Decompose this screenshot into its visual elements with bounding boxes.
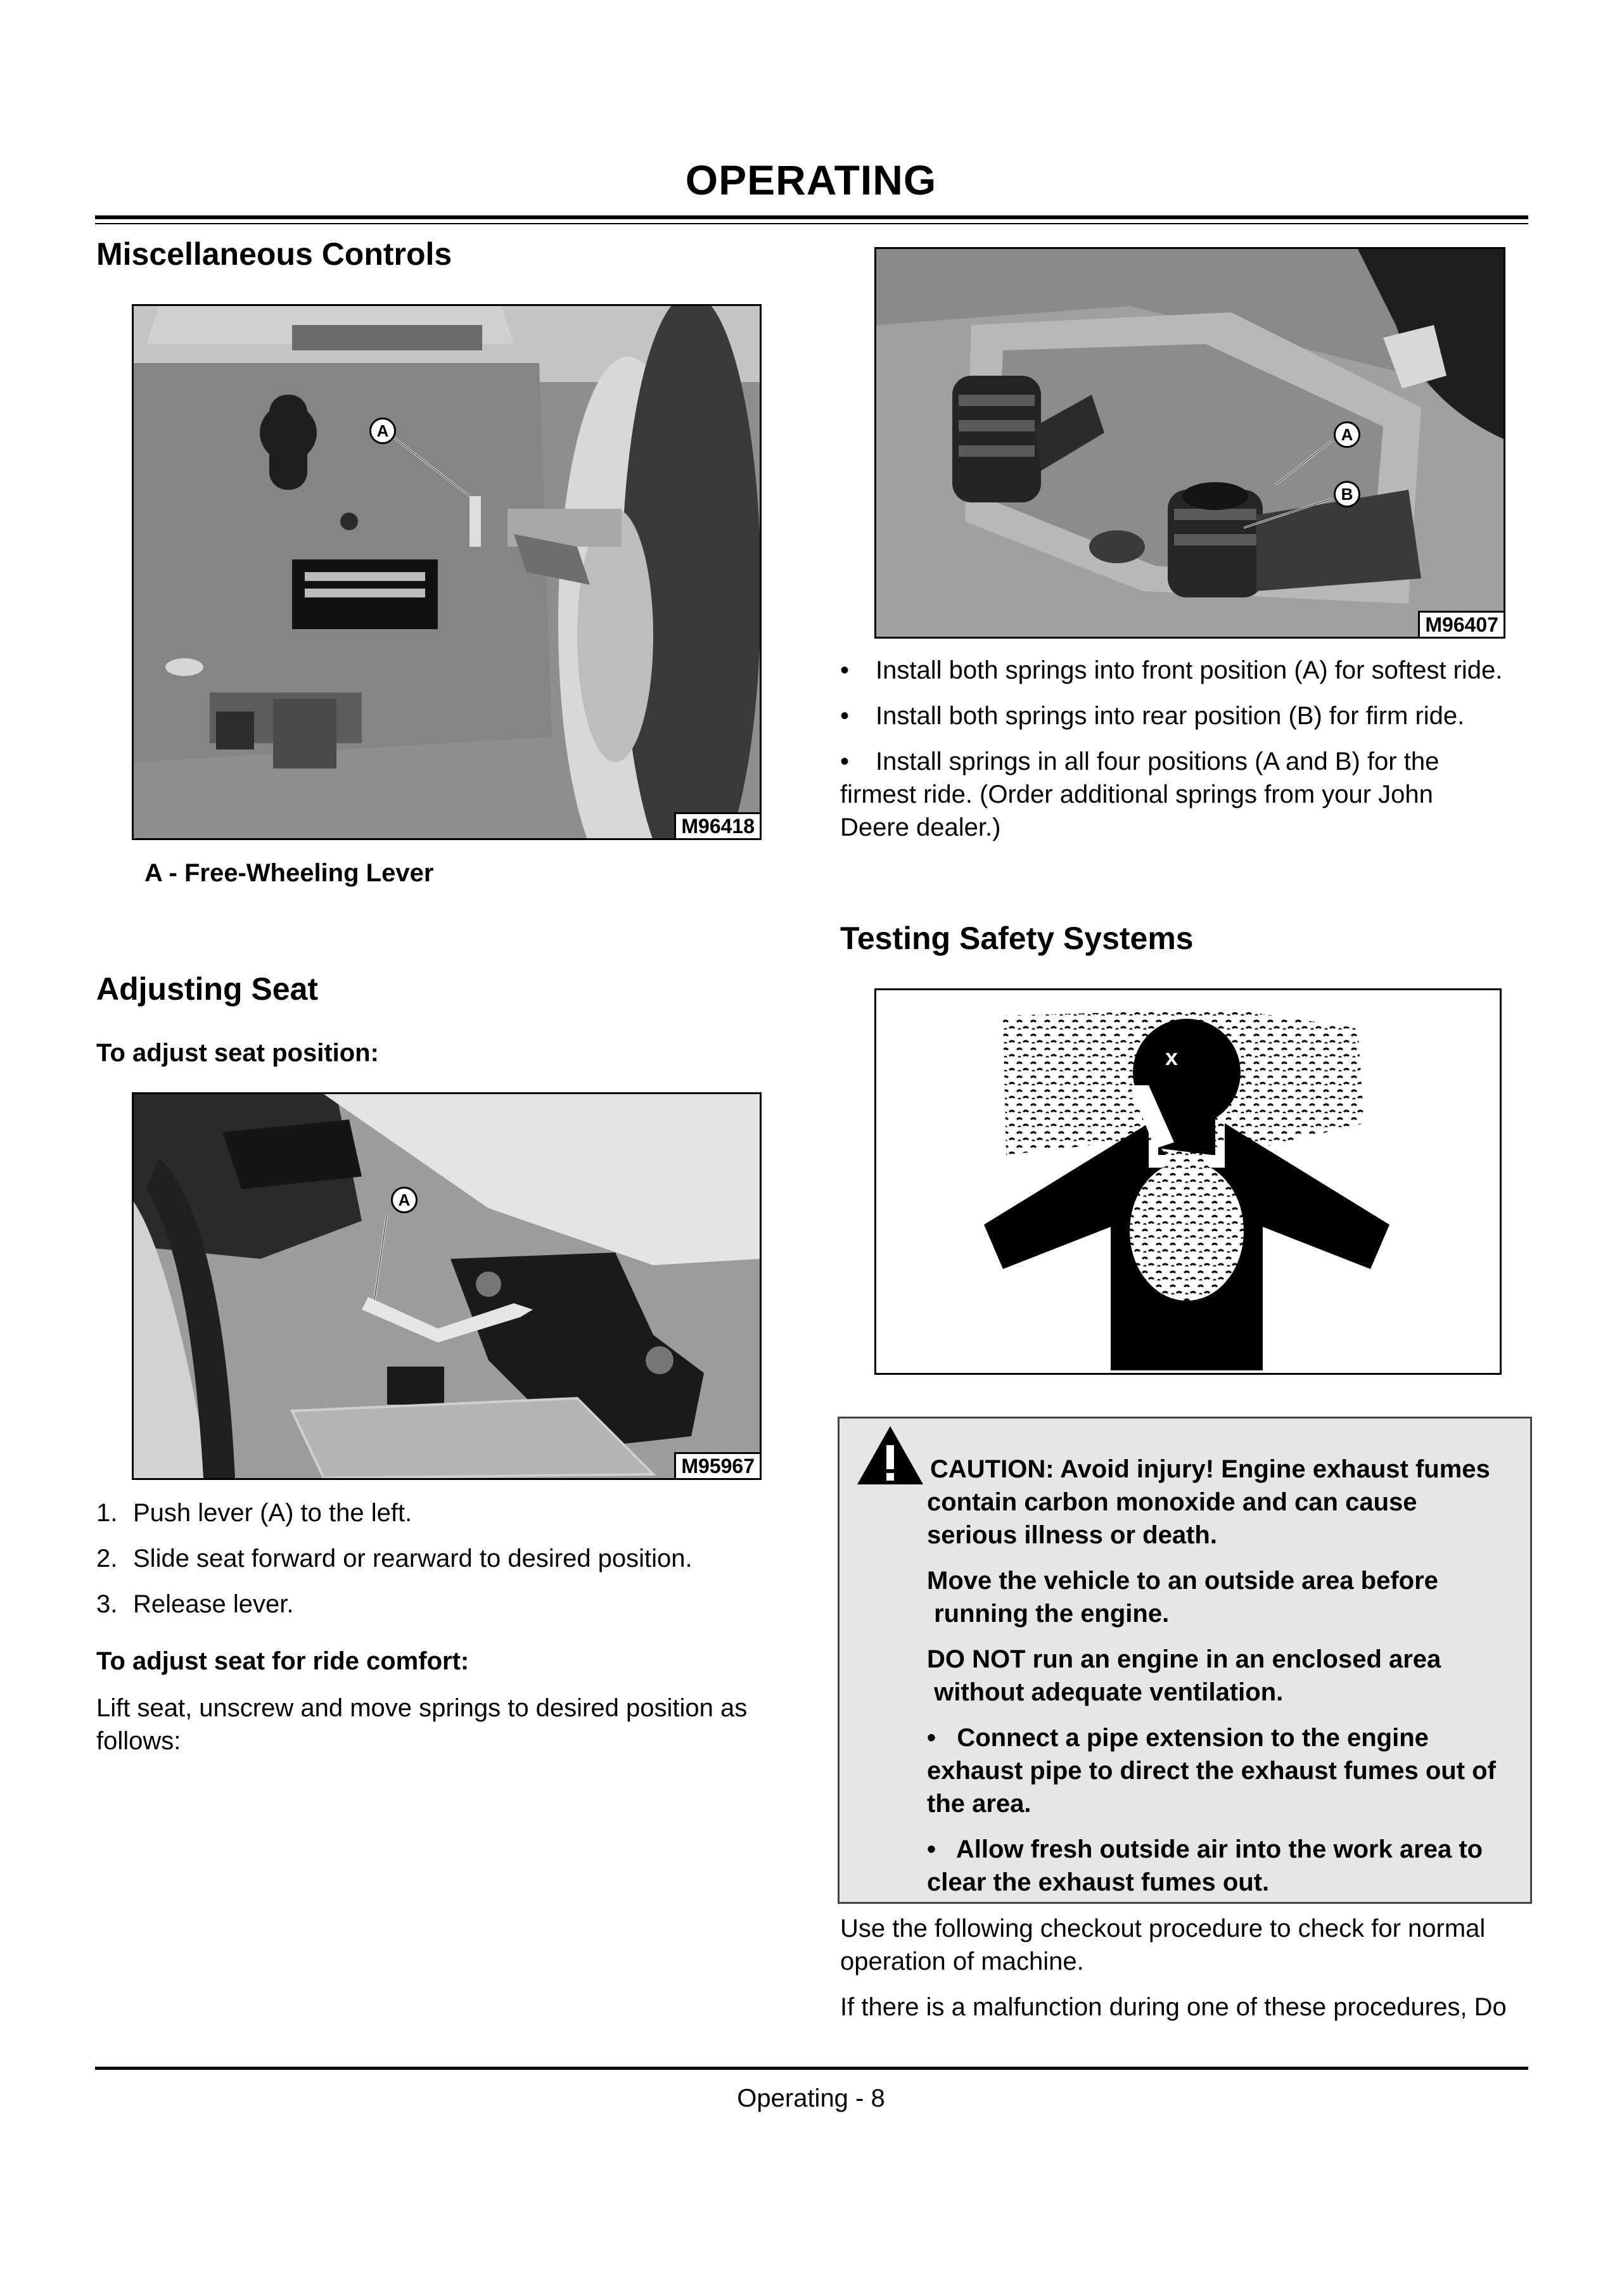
step-text: Release lever. [133,1590,294,1618]
figure-label: M96418 [674,812,760,838]
bullet-text: Install both springs into rear position (B) for firm ride. [876,702,1465,730]
section-heading-misc-controls: Miscellaneous Controls [96,236,452,272]
warning-triangle-icon [855,1424,926,1487]
caution-line: serious illness or death. [927,1521,1217,1549]
bullet-item-firmest-line-3: Deere dealer.) [840,813,1001,841]
figure-exhaust-hazard [874,988,1502,1375]
step-3 [96,1588,294,1621]
figure-label: M96407 [1418,611,1504,637]
callout-b: B [1334,481,1360,507]
svg-text:x: x [1165,1044,1178,1070]
section-heading-testing-safety: Testing Safety Systems [840,921,1194,956]
callout-a: A [391,1187,418,1213]
callout-a: A [1334,421,1360,448]
header-rule [95,215,1528,219]
bullet-text: Install springs in all four positions (A and B) for the [876,748,1440,775]
figure-free-wheeling-lever [132,304,762,840]
caution-line: Move the vehicle to an outside area before [927,1567,1438,1595]
seat-lever-photo [134,1094,760,1478]
callout-a: A [369,418,396,444]
caution-bullet: • Connect a pipe extension to the engine [927,1724,1429,1752]
step-1 [96,1496,412,1529]
bullet-symbol: • [840,656,850,684]
free-wheeling-lever-photo [134,306,760,838]
caution-bullet: • Allow fresh outside air into the work area to [927,1835,1483,1863]
caution-line: clear the exhaust fumes out. [927,1868,1270,1896]
page-footer: Operating - 8 [737,2084,885,2112]
caution-line: the area. [927,1790,1031,1818]
bullet-text: Install both springs into front position (A) for softest ride. [876,656,1503,684]
caution-line: exhaust pipe to direct the exhaust fumes out of [927,1757,1496,1785]
seat-springs-photo [876,249,1504,637]
comfort-paragraph-line-1: Lift seat, unscrew and move springs to desired position as [96,1694,748,1722]
caution-line: without adequate ventilation. [927,1678,1284,1706]
caution-heading: CAUTION: Avoid injury! Engine exhaust fumes [930,1455,1490,1483]
figure-seat-springs [874,247,1505,639]
section-heading-adjusting-seat: Adjusting Seat [96,971,319,1007]
subheading-ride-comfort: To adjust seat for ride comfort: [96,1647,469,1675]
malfunction-paragraph: If there is a malfunction during one of these procedures, Do [840,1993,1507,2021]
bullet-symbol: • [840,702,850,730]
step-number: 2. [96,1545,118,1572]
footer-rule [95,2067,1528,2070]
checkout-paragraph-line-1: Use the following checkout procedure to check for normal [840,1915,1486,1942]
step-number: 1. [96,1499,118,1527]
step-2 [96,1542,693,1575]
caution-box [838,1417,1532,1904]
figure-caption: A - Free-Wheeling Lever [144,859,434,887]
bullet-item-firmest [840,745,1440,778]
step-text: Slide seat forward or rearward to desired position. [133,1545,693,1572]
step-number: 3. [96,1590,118,1618]
step-text: Push lever (A) to the left. [133,1499,412,1527]
comfort-paragraph-line-2: follows: [96,1727,181,1755]
caution-line: running the engine. [927,1600,1170,1628]
caution-line: DO NOT run an engine in an enclosed area [927,1645,1441,1673]
figure-label: M95967 [674,1452,760,1478]
checkout-paragraph-line-2: operation of machine. [840,1948,1084,1975]
bullet-item-firm [840,699,1465,732]
bullet-item-softest [840,654,1503,687]
figure-seat-lever [132,1092,762,1480]
subheading-seat-position: To adjust seat position: [96,1039,379,1067]
bullet-item-firmest-line-2: firmest ride. (Order additional springs from your John [840,781,1433,808]
header-rule-thin [95,223,1528,224]
exhaust-hazard-pictogram [876,990,1500,1373]
bullet-symbol: • [840,748,850,775]
page-title: OPERATING [685,156,937,203]
caution-line: contain carbon monoxide and can cause [927,1488,1417,1516]
